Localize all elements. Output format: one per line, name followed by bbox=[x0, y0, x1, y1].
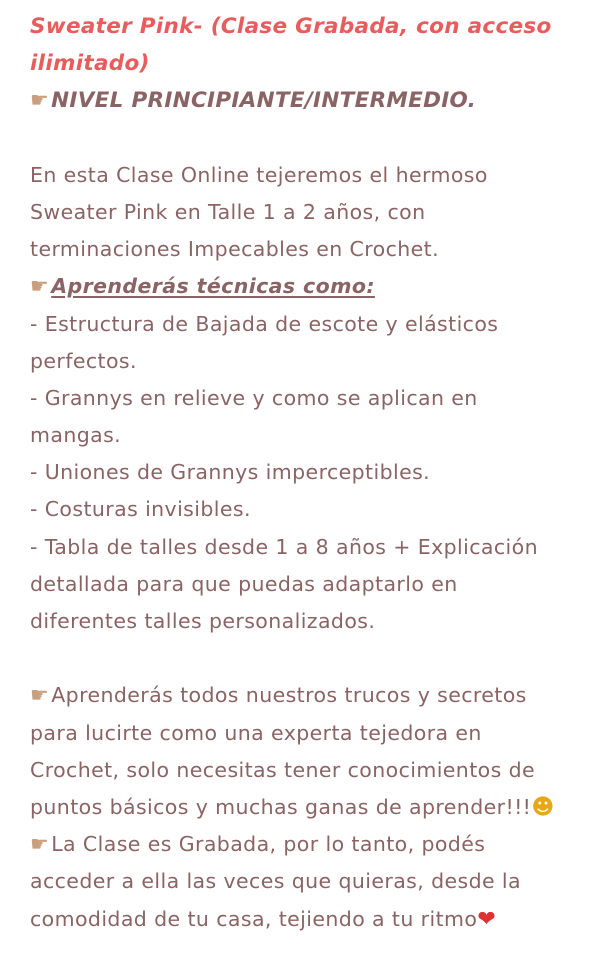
recorded-text-3: comodidad de tu casa, tejiendo a tu ritmo bbox=[30, 906, 478, 931]
technique-line-8: detallada para que puedas adaptarlo en bbox=[30, 571, 458, 596]
pointing-hand-icon: ☛ bbox=[30, 832, 50, 857]
technique-line-2: perfectos. bbox=[30, 348, 137, 373]
technique-line-4: mangas. bbox=[30, 423, 122, 448]
spacer bbox=[30, 640, 590, 677]
tricks-text-1: Aprenderás todos nuestros trucos y secretos bbox=[51, 683, 527, 708]
pointing-hand-icon: ☛ bbox=[30, 274, 50, 299]
recorded-text-1: La Clase es Grabada, por lo tanto, podés bbox=[51, 832, 486, 857]
techniques-heading-line bbox=[30, 268, 590, 305]
tricks-line-3: Crochet, solo necesitas tener conocimientos de bbox=[30, 757, 536, 782]
recorded-line-1 bbox=[30, 826, 590, 863]
product-description bbox=[30, 8, 590, 938]
intro-line-2: Sweater Pink en Talle 1 a 2 años, con bbox=[30, 199, 426, 224]
pointing-hand-icon: ☛ bbox=[30, 683, 50, 708]
technique-line-6: - Costuras invisibles. bbox=[30, 497, 251, 522]
technique-line-9: diferentes talles personalizados. bbox=[30, 609, 376, 633]
tricks-text-4: puntos básicos y muchas ganas de aprender!!! bbox=[30, 794, 532, 819]
intro-line-3: terminaciones Impecables en Crochet. bbox=[30, 237, 440, 262]
tricks-line-1 bbox=[30, 677, 590, 714]
recorded-line-3 bbox=[30, 901, 590, 938]
spacer bbox=[30, 120, 590, 157]
heart-eyes-icon: ☻ bbox=[531, 794, 555, 820]
level-line bbox=[30, 82, 590, 119]
techniques-heading: Aprenderás técnicas como: bbox=[51, 274, 375, 299]
recorded-line-2: acceder a ella las veces que quieras, desde la bbox=[30, 869, 521, 894]
product-title-line-1: Sweater Pink- (Clase Grabada, con acceso bbox=[30, 14, 552, 39]
product-title-line-2: ilimitado) bbox=[30, 51, 150, 77]
pointing-hand-icon: ☛ bbox=[30, 88, 50, 113]
technique-line-1: - Estructura de Bajada de escote y elásticos bbox=[30, 311, 499, 336]
technique-line-5: - Uniones de Grannys imperceptibles. bbox=[30, 460, 431, 485]
tricks-line-2: para lucirte como una experta tejedora en bbox=[30, 720, 482, 745]
level-text: NIVEL PRINCIPIANTE/INTERMEDIO. bbox=[51, 88, 477, 114]
intro-line-1: En esta Clase Online tejeremos el hermoso bbox=[30, 162, 488, 187]
red-heart-icon: ❤ bbox=[477, 906, 497, 932]
technique-line-7: - Tabla de talles desde 1 a 8 años + Explicación bbox=[30, 534, 538, 559]
technique-line-3: - Grannys en relieve y como se aplican en bbox=[30, 385, 478, 410]
tricks-line-4 bbox=[30, 789, 590, 826]
